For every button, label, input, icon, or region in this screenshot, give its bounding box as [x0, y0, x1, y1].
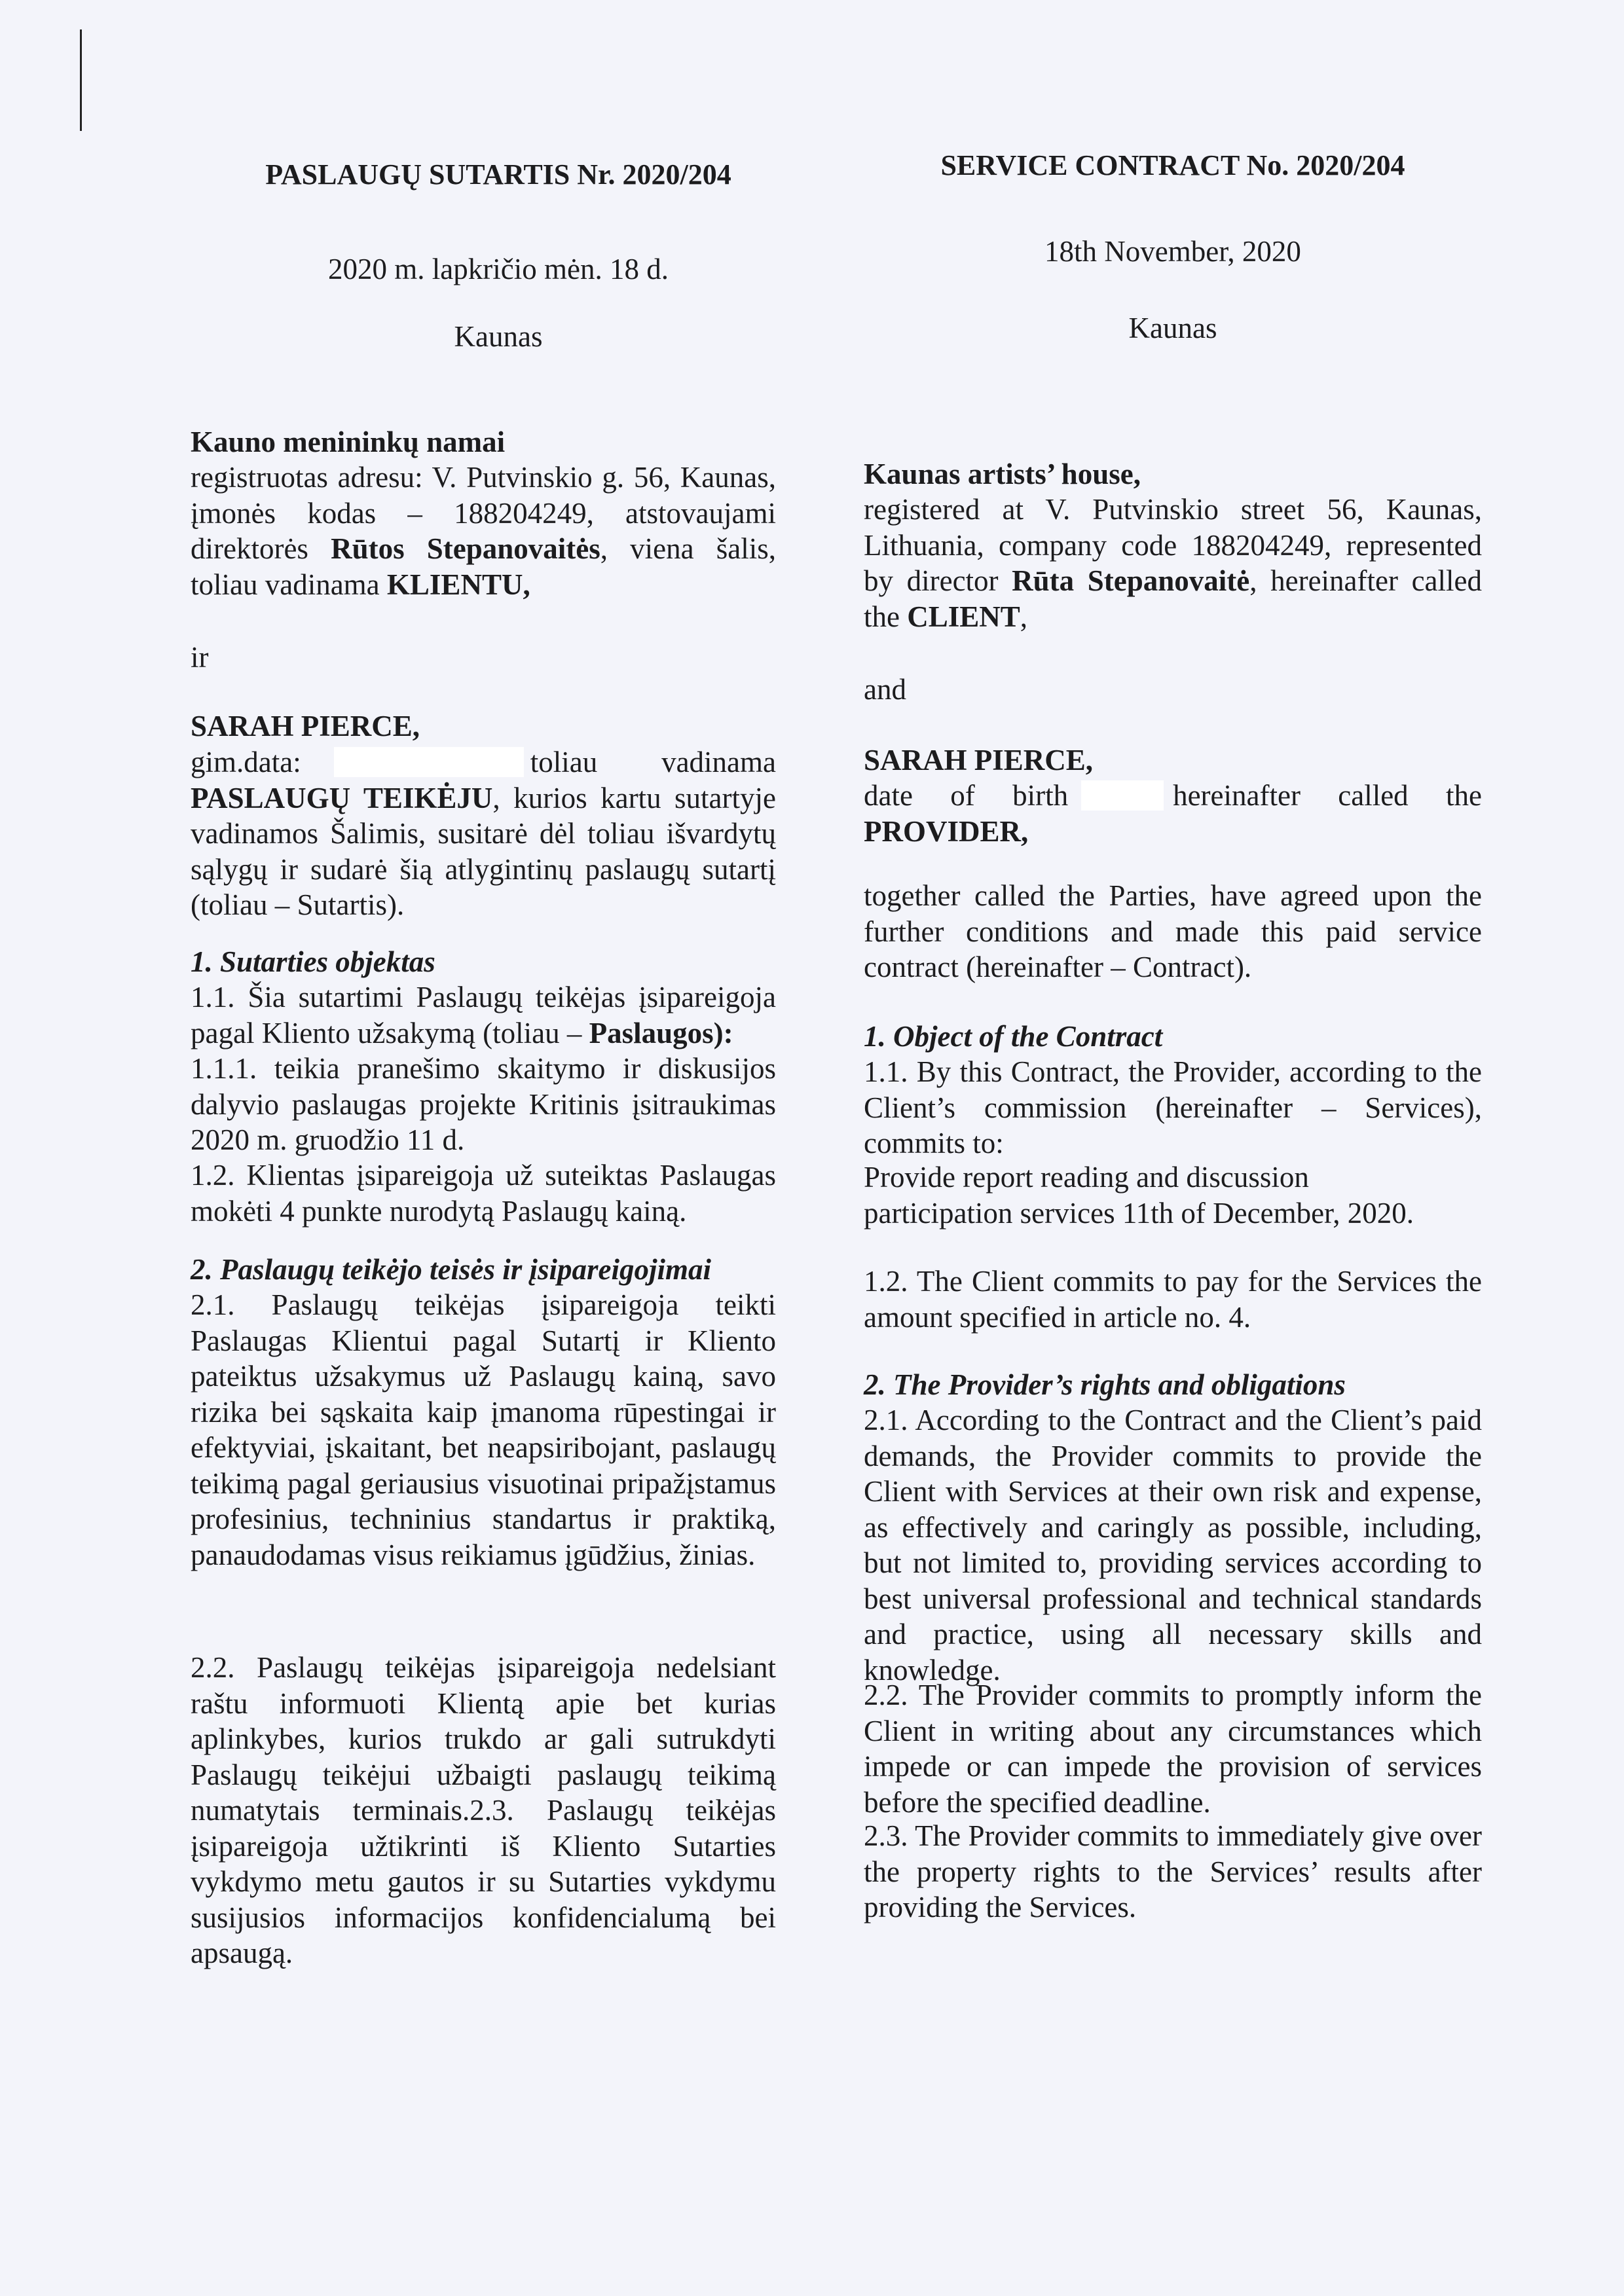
- redacted-birthdate: [334, 747, 524, 777]
- bold-text: Rūta Stepanovaitė: [1012, 564, 1250, 597]
- en-parties-text: [864, 878, 1482, 985]
- bold-text: KLIENTU,: [386, 568, 530, 601]
- lt-provider-name: SARAH PIERCE,: [191, 710, 420, 742]
- text-segment: 2.2. Paslaugų teikėjas įsipareigoja nedelsiant raštu informuoti Klientą apie bet kurias aplinkybes, kurios trukdo ar gali sutrukdyti Paslaugų teikėjui užbaigti paslaugų teikimą numatytais terminais.2.3. Paslaugų teikėjas įsipareigoja užtikrinti iš Kliento Sutarties vykdymo metu gautos ir su Sutarties vykdymu susijusios informacijos konfidencialumą bei apsaugą.: [191, 1651, 776, 1969]
- text-segment: 1.1.1. teikia pranešimo skaitymo ir diskusijos dalyvio paslaugas projekte Kritinis įsitraukimas 2020 m. gruodžio 11 d.: [191, 1052, 776, 1156]
- en-clause-2-2: [864, 1677, 1482, 1820]
- text-segment: 1.1. Šia sutartimi Paslaugų teikėjas įsipareigoja pagal Kliento užsakymą (toliau –: [191, 981, 776, 1049]
- text-segment: registruotas adresu: V. Putvinskio g. 56, Kaunas, įmonės kodas – 188204249, atstovaujami direktorės: [191, 461, 776, 565]
- text-segment: gim.data:: [191, 746, 301, 778]
- text-segment: Provide report reading and discussion participation services 11th of December, 2020.: [864, 1161, 1414, 1230]
- lt-client-text: [191, 460, 776, 602]
- en-title: SERVICE CONTRACT No. 2020/204: [940, 149, 1405, 181]
- text-segment: date of birth: [864, 779, 1069, 812]
- en-date: 18th November, 2020: [1044, 235, 1301, 268]
- lt-clause-2-2: [191, 1650, 776, 1971]
- text-segment: 2.1. According to the Contract and the Client’s paid demands, the Provider commits to provide the Client with Services at their own risk and expense, as effectively and caringly as possible, including, but not limited to, providing services according to best universal professional and technical standards and practice, using all necessary skills and knowledge.: [864, 1404, 1482, 1686]
- lt-clause-1-1: [191, 979, 776, 1051]
- text-segment: 1.1. By this Contract, the Provider, according to the Client’s commission (hereinafter – Services), commits to:: [864, 1055, 1482, 1159]
- bold-text: PASLAUGŲ TEIKĖJU: [191, 781, 493, 814]
- en-provider-text: [864, 778, 1482, 849]
- redacted-birthdate: [1081, 780, 1164, 811]
- lt-client-name: Kauno menininkų namai: [191, 426, 506, 458]
- lt-section2-heading: 2. Paslaugų teikėjo teisės ir įsipareigojimai: [191, 1253, 712, 1286]
- en-and: and: [864, 673, 906, 706]
- margin-pen-mark: [80, 29, 82, 131]
- text-segment: 2.3. The Provider commits to immediately give over the property rights to the Services’ results after providing the Services.: [864, 1819, 1482, 1923]
- en-clause-1-2: [864, 1264, 1482, 1335]
- lt-provider-text: [191, 744, 776, 923]
- en-section2-heading: 2. The Provider’s rights and obligations: [864, 1368, 1346, 1401]
- text-segment: , hereinafter called the: [864, 564, 1483, 633]
- en-clause-2-3: [864, 1818, 1482, 1925]
- text-segment: 1.2. The Client commits to pay for the Services the amount specified in article no. 4.: [864, 1265, 1482, 1334]
- lt-title: PASLAUGŲ SUTARTIS Nr. 2020/204: [265, 158, 731, 191]
- text-segment: 1.2. Klientas įsipareigoja už suteiktas Paslaugas mokėti 4 punkte nurodytą Paslaugų kainą.: [191, 1159, 776, 1228]
- lt-section1-heading: 1. Sutarties objektas: [191, 945, 435, 978]
- lt-city: Kaunas: [454, 320, 543, 353]
- en-client-text: [864, 492, 1482, 634]
- text-segment: ,: [1020, 600, 1028, 633]
- en-section1-heading: 1. Object of the Contract: [864, 1020, 1163, 1053]
- lt-date: 2020 m. lapkričio mėn. 18 d.: [328, 253, 669, 285]
- en-city: Kaunas: [1128, 312, 1217, 344]
- text-segment: together called the Parties, have agreed upon the further conditions and made this paid service contract (hereinafter – Contract).: [864, 879, 1482, 983]
- text-segment: hereinafter called the: [1173, 779, 1482, 812]
- text-segment: registered at V. Putvinskio street 56, Kaunas, Lithuania, company code 188204249, represented by director: [864, 493, 1482, 597]
- en-services-description: [864, 1159, 1453, 1231]
- text-segment: , kurios kartu sutartyje vadinamos Šalimis, susitarė dėl toliau išvardytų sąlygų ir sudarė šią atlygintinų paslaugų sutartį (toliau – Sutartis).: [191, 781, 776, 921]
- bold-text: Rūtos Stepanovaitės: [331, 532, 600, 565]
- text-segment: 2.2. The Provider commits to promptly inform the Client in writing about any circumstances which impede or can impede the provision of services before the specified deadline.: [864, 1679, 1482, 1819]
- bold-text: PROVIDER,: [864, 814, 1029, 848]
- lt-clause-1-1-1: [191, 1051, 776, 1158]
- text-segment: toliau vadinama: [530, 746, 776, 778]
- en-clause-1-1: [864, 1054, 1482, 1161]
- en-clause-2-1: [864, 1402, 1482, 1688]
- text-segment: 2.1. Paslaugų teikėjas įsipareigoja teikti Paslaugas Klientui pagal Sutartį ir Kliento pateiktus užsakymus už Paslaugų kainą, savo rizika bei sąskaita kaip įmanoma rūpestingai ir efektyviai, įskaitant, bet neapsiribojant, paslaugų teikimą pagal geriausius visuotinai pripažįstamus profesinius, techninius standartus ir praktiką, panaudodamas visus reikiamus įgūdžius, žinias.: [191, 1288, 776, 1571]
- lt-and: ir: [191, 641, 209, 674]
- en-client-name: Kaunas artists’ house,: [864, 458, 1141, 490]
- en-provider-name: SARAH PIERCE,: [864, 744, 1094, 776]
- text-segment: , viena šalis, toliau vadinama: [191, 532, 776, 601]
- lt-clause-2-1: [191, 1287, 776, 1573]
- bold-text: Paslaugos):: [589, 1016, 733, 1049]
- lt-clause-1-2: [191, 1157, 776, 1229]
- bold-text: CLIENT: [907, 600, 1020, 633]
